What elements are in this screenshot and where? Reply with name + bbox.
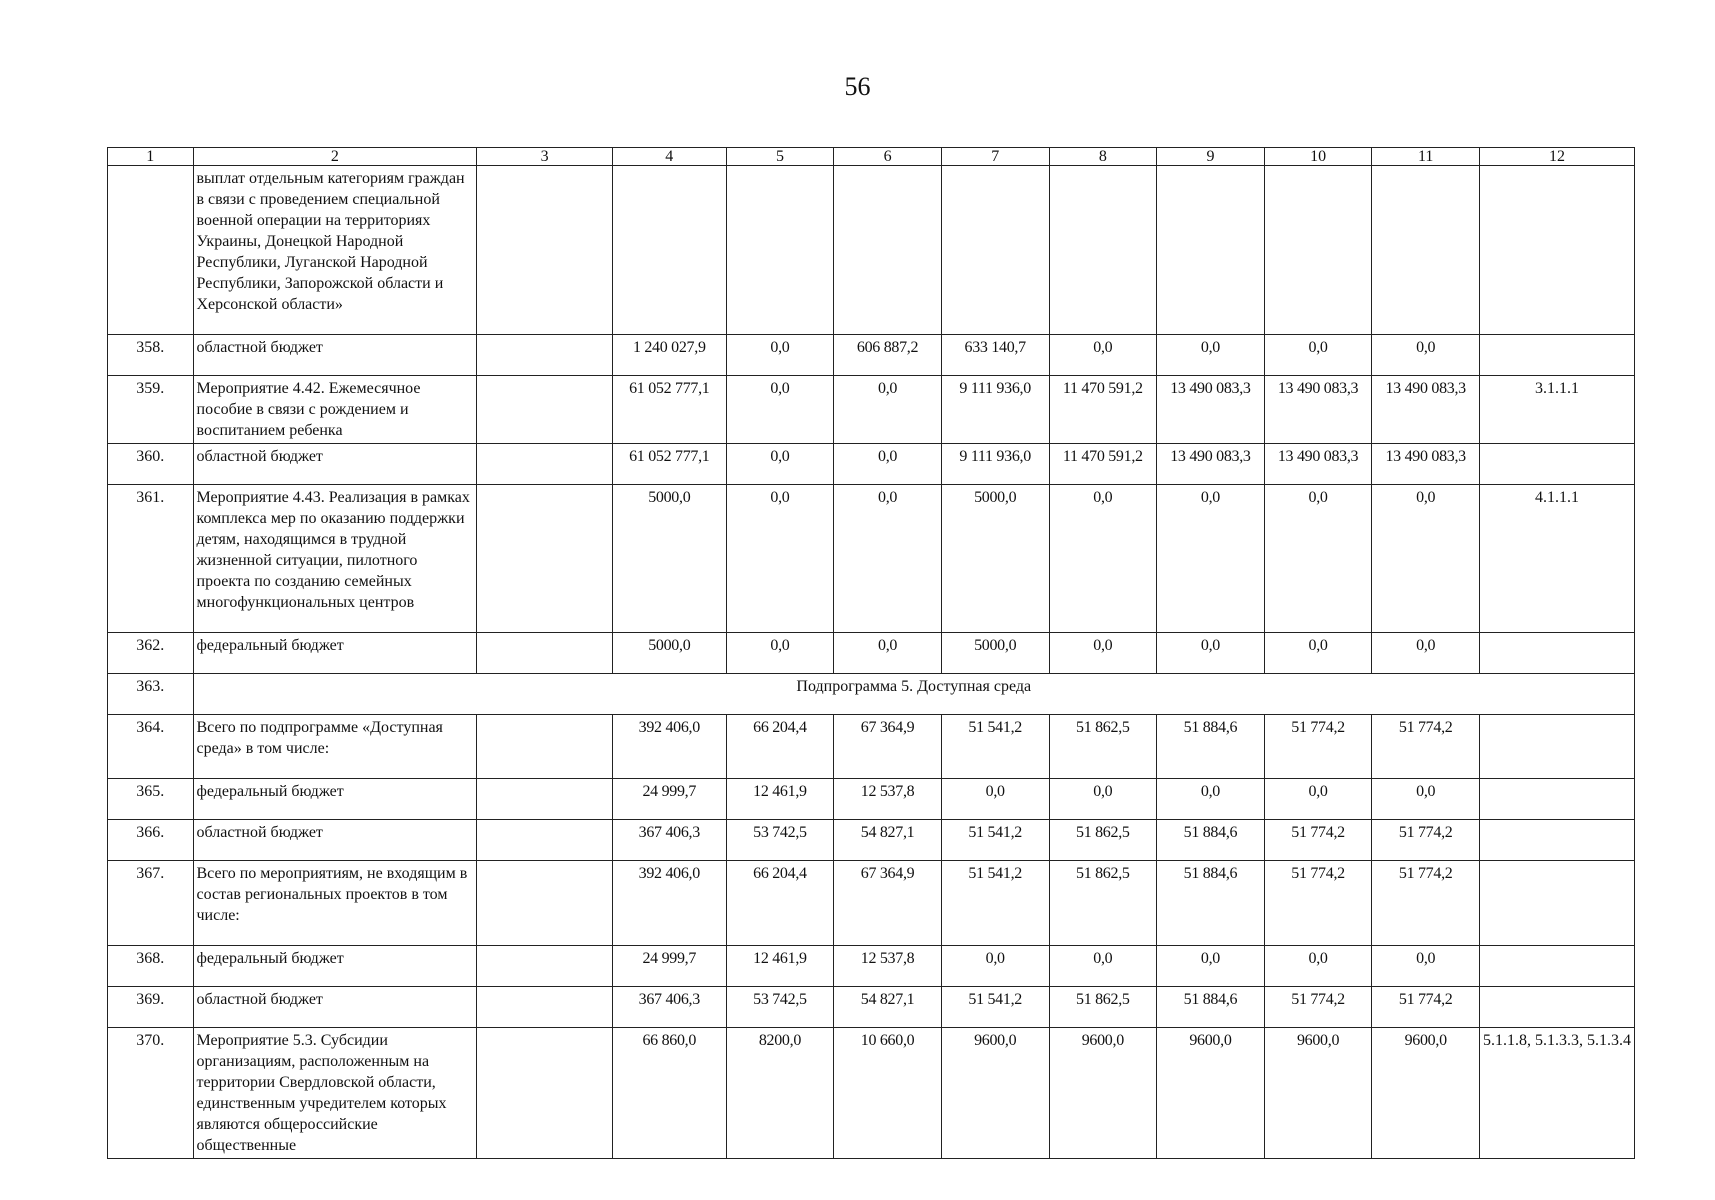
amount-cell: 66 860,0	[612, 1028, 726, 1159]
row-number: 359.	[108, 376, 194, 444]
target-ref	[1480, 987, 1635, 1028]
amount-cell: 0,0	[834, 633, 942, 674]
table-row	[108, 485, 1635, 633]
row-number: 360.	[108, 444, 194, 485]
amount-cell: 66 204,4	[726, 861, 834, 946]
row-number: 366.	[108, 820, 194, 861]
column-header: 11	[1372, 148, 1480, 166]
row-number: 361.	[108, 485, 194, 633]
amount-cell	[1157, 166, 1265, 335]
column-header: 1	[108, 148, 194, 166]
table-row	[108, 335, 1635, 376]
amount-cell: 51 774,2	[1372, 820, 1480, 861]
target-ref	[1480, 715, 1635, 779]
amount-cell: 5000,0	[941, 485, 1049, 633]
target-ref	[1480, 633, 1635, 674]
amount-cell: 51 884,6	[1157, 987, 1265, 1028]
amount-cell: 67 364,9	[834, 715, 942, 779]
amount-cell: 53 742,5	[726, 987, 834, 1028]
target-ref	[1480, 779, 1635, 820]
amount-cell: 0,0	[1372, 779, 1480, 820]
amount-cell: 0,0	[941, 946, 1049, 987]
amount-cell: 0,0	[1372, 485, 1480, 633]
column-header: 8	[1049, 148, 1157, 166]
table-row	[108, 444, 1635, 485]
amount-cell: 5000,0	[941, 633, 1049, 674]
row-label: Всего по подпрограмме «Доступная среда» в том числе:	[193, 715, 477, 779]
column-header: 10	[1264, 148, 1372, 166]
row-label: Мероприятие 4.43. Реализация в рамках комплекса мер по оказанию поддержки детям, находящимся в трудной жизненной ситуации, пилотного проекта по созданию семейных многофункциональных центров	[193, 485, 477, 633]
row-label: федеральный бюджет	[193, 779, 477, 820]
amount-cell: 0,0	[1157, 335, 1265, 376]
amount-cell: 51 774,2	[1264, 820, 1372, 861]
row-number: 367.	[108, 861, 194, 946]
empty-cell	[477, 715, 613, 779]
table-row	[108, 987, 1635, 1028]
amount-cell: 66 204,4	[726, 715, 834, 779]
column-header: 5	[726, 148, 834, 166]
amount-cell: 9 111 936,0	[941, 376, 1049, 444]
amount-cell: 51 862,5	[1049, 987, 1157, 1028]
column-header: 4	[612, 148, 726, 166]
amount-cell: 13 490 083,3	[1264, 376, 1372, 444]
amount-cell: 24 999,7	[612, 946, 726, 987]
amount-cell: 51 541,2	[941, 861, 1049, 946]
empty-cell	[477, 1028, 613, 1159]
amount-cell: 0,0	[726, 444, 834, 485]
amount-cell: 9600,0	[1049, 1028, 1157, 1159]
amount-cell: 0,0	[1264, 946, 1372, 987]
amount-cell	[941, 166, 1049, 335]
amount-cell: 0,0	[1049, 485, 1157, 633]
amount-cell: 51 774,2	[1264, 861, 1372, 946]
row-label: федеральный бюджет	[193, 946, 477, 987]
amount-cell: 0,0	[1157, 946, 1265, 987]
amount-cell: 0,0	[1264, 633, 1372, 674]
table-row	[108, 674, 1635, 715]
amount-cell: 24 999,7	[612, 779, 726, 820]
subprogram-title: Подпрограмма 5. Доступная среда	[193, 674, 1635, 715]
budget-table	[107, 147, 1635, 1159]
amount-cell: 0,0	[726, 485, 834, 633]
amount-cell: 392 406,0	[612, 861, 726, 946]
amount-cell: 0,0	[1157, 633, 1265, 674]
column-header: 9	[1157, 148, 1265, 166]
amount-cell: 67 364,9	[834, 861, 942, 946]
amount-cell: 51 774,2	[1372, 715, 1480, 779]
empty-cell	[477, 633, 613, 674]
amount-cell: 367 406,3	[612, 987, 726, 1028]
row-number: 364.	[108, 715, 194, 779]
target-ref	[1480, 335, 1635, 376]
amount-cell: 0,0	[1157, 779, 1265, 820]
amount-cell: 0,0	[1049, 946, 1157, 987]
amount-cell: 61 052 777,1	[612, 444, 726, 485]
row-label: выплат отдельным категориям граждан в связи с проведением специальной военной операции на территориях Украины, Донецкой Народной Республики, Луганской Народной Республики, Запорожской области и Херсонской области»	[193, 166, 477, 335]
row-label: областной бюджет	[193, 335, 477, 376]
empty-cell	[477, 946, 613, 987]
column-header: 2	[193, 148, 477, 166]
amount-cell: 0,0	[1264, 485, 1372, 633]
column-header: 3	[477, 148, 613, 166]
page-number: 56	[844, 72, 871, 101]
column-header: 12	[1480, 148, 1635, 166]
table-row	[108, 715, 1635, 779]
amount-cell: 0,0	[1157, 485, 1265, 633]
amount-cell: 61 052 777,1	[612, 376, 726, 444]
table-row	[108, 376, 1635, 444]
amount-cell: 0,0	[1372, 946, 1480, 987]
amount-cell: 5000,0	[612, 485, 726, 633]
amount-cell: 51 541,2	[941, 820, 1049, 861]
amount-cell: 9 111 936,0	[941, 444, 1049, 485]
amount-cell: 0,0	[941, 779, 1049, 820]
amount-cell: 51 884,6	[1157, 861, 1265, 946]
target-ref	[1480, 820, 1635, 861]
amount-cell: 0,0	[1049, 633, 1157, 674]
table-row	[108, 633, 1635, 674]
amount-cell: 51 774,2	[1372, 861, 1480, 946]
amount-cell: 51 774,2	[1372, 987, 1480, 1028]
target-ref: 4.1.1.1	[1480, 485, 1635, 633]
table-row	[108, 820, 1635, 861]
row-label: областной бюджет	[193, 444, 477, 485]
row-number: 363.	[108, 674, 194, 715]
row-label: Всего по мероприятиям, не входящим в состав региональных проектов в том числе:	[193, 861, 477, 946]
empty-cell	[477, 820, 613, 861]
amount-cell: 0,0	[1264, 335, 1372, 376]
amount-cell: 10 660,0	[834, 1028, 942, 1159]
amount-cell: 0,0	[726, 376, 834, 444]
empty-cell	[477, 485, 613, 633]
amount-cell: 0,0	[1264, 779, 1372, 820]
empty-cell	[477, 376, 613, 444]
amount-cell: 0,0	[1049, 779, 1157, 820]
row-number: 369.	[108, 987, 194, 1028]
table-row	[108, 946, 1635, 987]
header-row	[108, 148, 1635, 166]
empty-cell	[477, 335, 613, 376]
amount-cell: 11 470 591,2	[1049, 376, 1157, 444]
amount-cell: 13 490 083,3	[1372, 376, 1480, 444]
amount-cell	[726, 166, 834, 335]
amount-cell: 54 827,1	[834, 820, 942, 861]
amount-cell: 11 470 591,2	[1049, 444, 1157, 485]
amount-cell: 12 537,8	[834, 946, 942, 987]
target-ref	[1480, 946, 1635, 987]
amount-cell	[1264, 166, 1372, 335]
amount-cell: 51 774,2	[1264, 987, 1372, 1028]
amount-cell: 51 862,5	[1049, 820, 1157, 861]
amount-cell	[1049, 166, 1157, 335]
amount-cell: 367 406,3	[612, 820, 726, 861]
table-row	[108, 166, 1635, 335]
empty-cell	[477, 444, 613, 485]
amount-cell: 0,0	[726, 335, 834, 376]
table-row	[108, 1028, 1635, 1159]
amount-cell: 51 774,2	[1264, 715, 1372, 779]
row-number: 368.	[108, 946, 194, 987]
amount-cell	[612, 166, 726, 335]
row-label: Мероприятие 4.42. Ежемесячное пособие в связи с рождением и воспитанием ребенка	[193, 376, 477, 444]
amount-cell: 54 827,1	[834, 987, 942, 1028]
table-row	[108, 861, 1635, 946]
amount-cell: 5000,0	[612, 633, 726, 674]
amount-cell: 0,0	[1372, 633, 1480, 674]
empty-cell	[477, 987, 613, 1028]
amount-cell: 9600,0	[1264, 1028, 1372, 1159]
table-row	[108, 779, 1635, 820]
column-header: 7	[941, 148, 1049, 166]
amount-cell: 13 490 083,3	[1157, 444, 1265, 485]
amount-cell: 51 884,6	[1157, 715, 1265, 779]
amount-cell: 13 490 083,3	[1372, 444, 1480, 485]
amount-cell: 9600,0	[1157, 1028, 1265, 1159]
empty-cell	[477, 166, 613, 335]
amount-cell: 0,0	[834, 485, 942, 633]
amount-cell: 633 140,7	[941, 335, 1049, 376]
amount-cell: 51 884,6	[1157, 820, 1265, 861]
amount-cell: 1 240 027,9	[612, 335, 726, 376]
amount-cell: 0,0	[1049, 335, 1157, 376]
amount-cell: 13 490 083,3	[1264, 444, 1372, 485]
amount-cell: 12 537,8	[834, 779, 942, 820]
row-number: 358.	[108, 335, 194, 376]
row-label: федеральный бюджет	[193, 633, 477, 674]
column-header: 6	[834, 148, 942, 166]
row-label: областной бюджет	[193, 987, 477, 1028]
amount-cell: 0,0	[834, 444, 942, 485]
row-number: 370.	[108, 1028, 194, 1159]
amount-cell: 13 490 083,3	[1157, 376, 1265, 444]
target-ref	[1480, 166, 1635, 335]
amount-cell: 51 541,2	[941, 987, 1049, 1028]
amount-cell: 8200,0	[726, 1028, 834, 1159]
empty-cell	[477, 779, 613, 820]
amount-cell: 12 461,9	[726, 779, 834, 820]
amount-cell	[1372, 166, 1480, 335]
target-ref	[1480, 861, 1635, 946]
table-body	[108, 148, 1635, 1159]
empty-cell	[477, 861, 613, 946]
amount-cell: 9600,0	[1372, 1028, 1480, 1159]
amount-cell: 51 862,5	[1049, 861, 1157, 946]
target-ref: 5.1.1.8, 5.1.3.3, 5.1.3.4	[1480, 1028, 1635, 1159]
amount-cell: 51 541,2	[941, 715, 1049, 779]
amount-cell: 51 862,5	[1049, 715, 1157, 779]
row-number	[108, 166, 194, 335]
amount-cell	[834, 166, 942, 335]
amount-cell: 53 742,5	[726, 820, 834, 861]
amount-cell: 606 887,2	[834, 335, 942, 376]
row-label: областной бюджет	[193, 820, 477, 861]
amount-cell: 392 406,0	[612, 715, 726, 779]
target-ref	[1480, 444, 1635, 485]
target-ref: 3.1.1.1	[1480, 376, 1635, 444]
amount-cell: 9600,0	[941, 1028, 1049, 1159]
amount-cell: 0,0	[1372, 335, 1480, 376]
row-number: 365.	[108, 779, 194, 820]
amount-cell: 0,0	[726, 633, 834, 674]
amount-cell: 0,0	[834, 376, 942, 444]
row-number: 362.	[108, 633, 194, 674]
amount-cell: 12 461,9	[726, 946, 834, 987]
row-label: Мероприятие 5.3. Субсидии организациям, расположенным на территории Свердловской области, единственным учредителем которых являются общероссийские общественные	[193, 1028, 477, 1159]
